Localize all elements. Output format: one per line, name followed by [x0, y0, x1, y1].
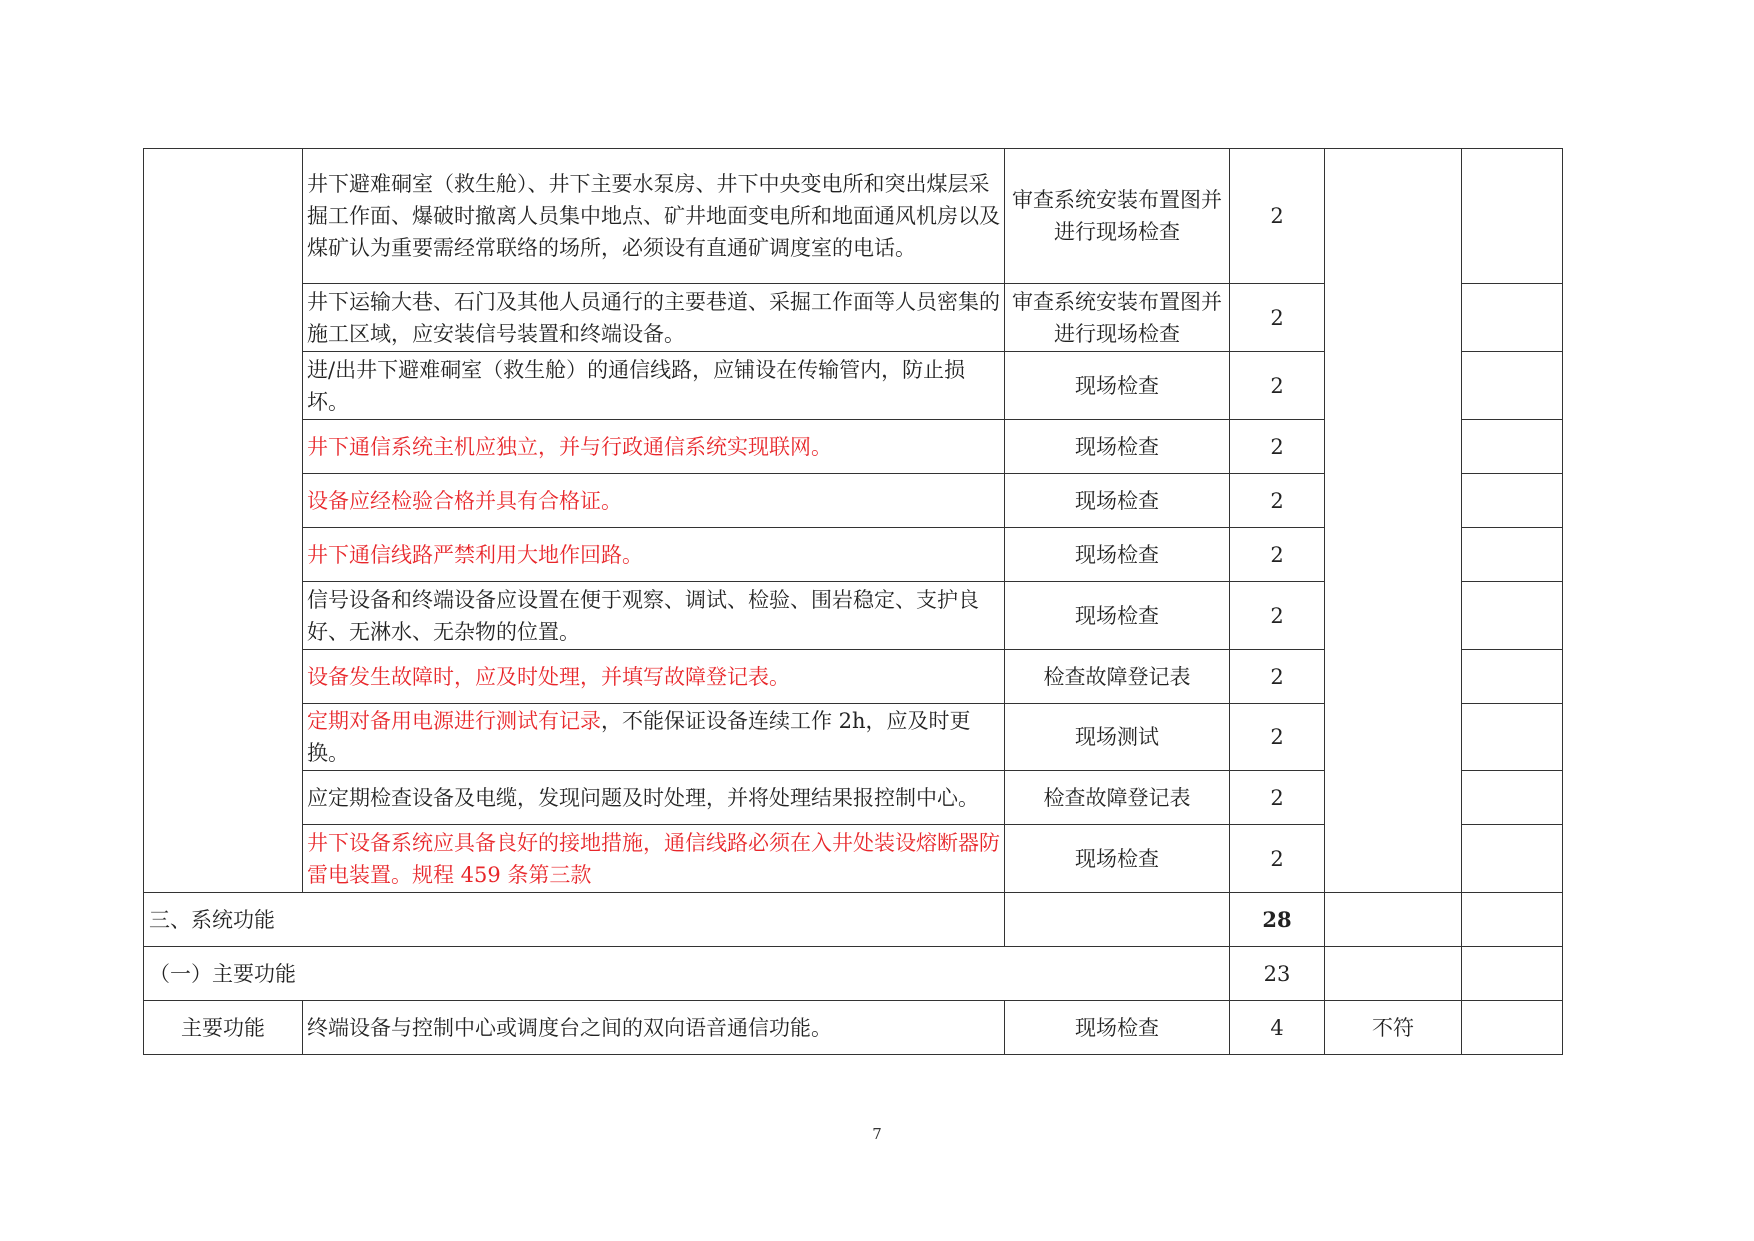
remark-cell — [1462, 582, 1563, 650]
inspection-table — [143, 148, 1563, 1055]
requirement-cell: 井下避难硐室（救生舱）、井下主要水泵房、井下中央变电所和突出煤层采掘工作面、爆破时撤离人员集中地点、矿井地面变电所和地面通风机房以及煤矿认为重要需经常联络的场所，必须设有直通矿调度室的电话。 — [303, 149, 1005, 284]
remark-cell — [1462, 1001, 1563, 1055]
score-cell: 2 — [1230, 474, 1325, 528]
category-cell: 主要功能 — [144, 1001, 303, 1055]
result-cell — [1325, 149, 1462, 893]
score-cell: 2 — [1230, 420, 1325, 474]
score-cell: 4 — [1230, 1001, 1325, 1055]
score-cell: 2 — [1230, 352, 1325, 420]
score-cell: 2 — [1230, 528, 1325, 582]
table-row — [144, 149, 1563, 284]
page-number: 7 — [872, 1125, 882, 1143]
requirement-rest: ，不能保证设备连续工作 2h，应及时更换。 — [307, 709, 971, 765]
method-cell: 审查系统安装布置图并进行现场检查 — [1005, 149, 1230, 284]
subsection-row — [144, 947, 1563, 1001]
requirement-cell — [303, 704, 1005, 771]
score-cell: 2 — [1230, 704, 1325, 771]
score-cell: 2 — [1230, 582, 1325, 650]
method-cell: 审查系统安装布置图并进行现场检查 — [1005, 284, 1230, 352]
score-cell: 2 — [1230, 284, 1325, 352]
method-cell: 现场测试 — [1005, 704, 1230, 771]
remark-cell — [1462, 149, 1563, 284]
score-cell: 2 — [1230, 149, 1325, 284]
remark-cell — [1462, 704, 1563, 771]
subsection-score: 23 — [1230, 947, 1325, 1001]
method-cell: 现场检查 — [1005, 352, 1230, 420]
method-cell: 现场检查 — [1005, 420, 1230, 474]
method-cell: 现场检查 — [1005, 582, 1230, 650]
remark-cell — [1462, 771, 1563, 825]
remark-cell — [1462, 420, 1563, 474]
requirement-cell: 井下设备系统应具备良好的接地措施，通信线路必须在入井处装设熔断器防雷电装置。规程 459 条第三款 — [303, 825, 1005, 893]
requirement-cell: 信号设备和终端设备应设置在便于观察、调试、检验、围岩稳定、支护良好、无淋水、无杂物的位置。 — [303, 582, 1005, 650]
result-cell: 不符 — [1325, 1001, 1462, 1055]
result-cell — [1325, 947, 1462, 1001]
requirement-cell: 井下运输大巷、石门及其他人员通行的主要巷道、采掘工作面等人员密集的施工区域，应安装信号装置和终端设备。 — [303, 284, 1005, 352]
remark-cell — [1462, 825, 1563, 893]
method-cell — [1005, 893, 1230, 947]
method-cell: 现场检查 — [1005, 825, 1230, 893]
remark-cell — [1462, 650, 1563, 704]
method-cell: 现场检查 — [1005, 1001, 1230, 1055]
remark-cell — [1462, 284, 1563, 352]
method-cell: 现场检查 — [1005, 474, 1230, 528]
requirement-highlight: 定期对备用电源进行测试有记录 — [307, 709, 601, 733]
score-cell: 2 — [1230, 650, 1325, 704]
section-score: 28 — [1230, 893, 1325, 947]
subsection-title: （一）主要功能 — [144, 947, 1230, 1001]
method-cell: 检查故障登记表 — [1005, 650, 1230, 704]
requirement-cell: 进/出井下避难硐室（救生舱）的通信线路，应铺设在传输管内，防止损坏。 — [303, 352, 1005, 420]
requirement-cell: 设备应经检验合格并具有合格证。 — [303, 474, 1005, 528]
score-cell: 2 — [1230, 771, 1325, 825]
table-row — [144, 1001, 1563, 1055]
requirement-cell: 应定期检查设备及电缆，发现问题及时处理，并将处理结果报控制中心。 — [303, 771, 1005, 825]
requirement-cell: 终端设备与控制中心或调度台之间的双向语音通信功能。 — [303, 1001, 1005, 1055]
section-title: 三、系统功能 — [144, 893, 1005, 947]
remark-cell — [1462, 893, 1563, 947]
requirement-cell: 井下通信系统主机应独立，并与行政通信系统实现联网。 — [303, 420, 1005, 474]
remark-cell — [1462, 474, 1563, 528]
result-cell — [1325, 893, 1462, 947]
requirement-cell: 设备发生故障时，应及时处理，并填写故障登记表。 — [303, 650, 1005, 704]
remark-cell — [1462, 528, 1563, 582]
section-row — [144, 893, 1563, 947]
score-cell: 2 — [1230, 825, 1325, 893]
requirement-cell: 井下通信线路严禁利用大地作回路。 — [303, 528, 1005, 582]
remark-cell — [1462, 352, 1563, 420]
category-cell — [144, 149, 303, 893]
method-cell: 现场检查 — [1005, 528, 1230, 582]
remark-cell — [1462, 947, 1563, 1001]
method-cell: 检查故障登记表 — [1005, 771, 1230, 825]
